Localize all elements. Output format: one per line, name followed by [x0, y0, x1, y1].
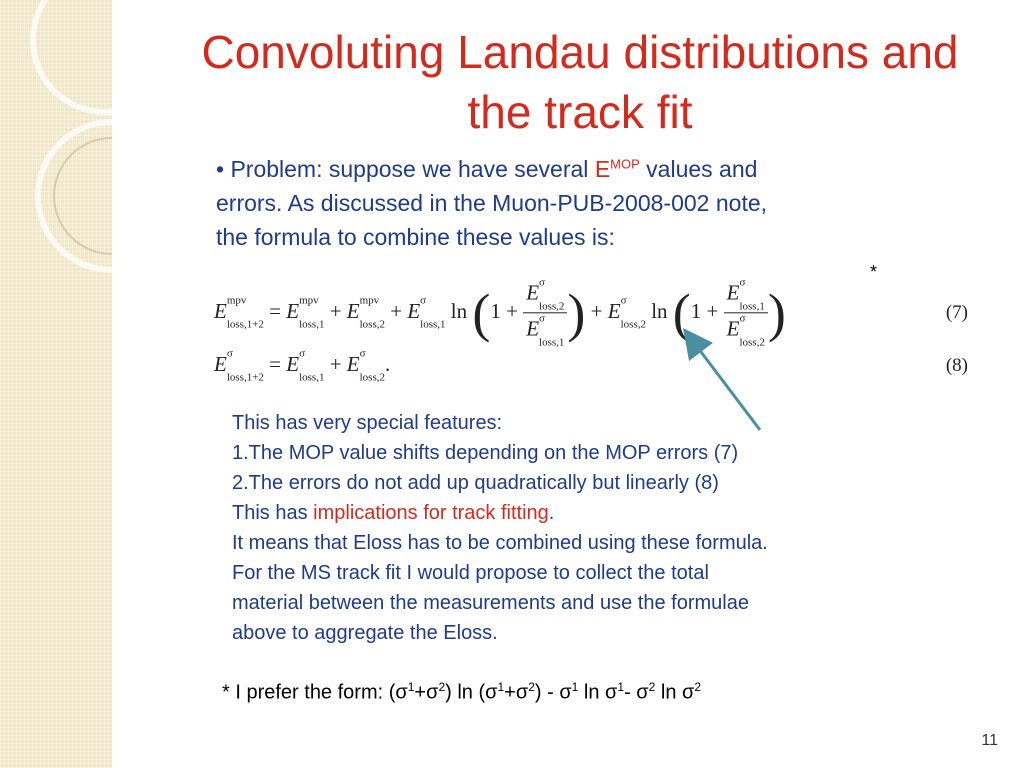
problem-line-3: the formula to combine these values is: [216, 224, 615, 250]
problem-line-2: errors. As discussed in the Muon-PUB-2008-002 note, [216, 190, 768, 216]
footnote-preferred-form: * I prefer the form: $(\sigma^1+\sigma^2)$ $\ln (\sigma^1+\sigma^2) - \sigma^1$ $\ln \sigma^1-$ $\sigma^2$ $\ln \sigma^2$ [222, 680, 702, 704]
equation-7-label: (7) [945, 302, 968, 323]
equation-8: $E^\sigma$ $_{loss,1+2} = E^\sigma$ $_{loss,1} + E^\sigma$ $_{loss,2}$. (8) [214, 347, 968, 384]
features-line-2: 1.The MOP value shifts depending on the MOP errors (7) [232, 442, 739, 464]
features-line-1: This has very special features: [232, 412, 503, 434]
features-line-4: This has implications for track fitting. [232, 502, 555, 524]
title-line-1: Convoluting Landau distributions and [201, 26, 959, 78]
page-number: 11 [981, 732, 998, 749]
equation-8-label: (8) [945, 355, 968, 376]
features-text [232, 408, 992, 648]
e-mop: $E^{MOP}$ [594, 156, 640, 182]
problem-line-1: • Problem: suppose we have several $E^{MOP}$ values and [216, 156, 758, 182]
features-line-3: 2.The errors do not add up quadratically but linearly (8) [232, 472, 719, 494]
features-line-6: For the MS track fit I would propose to collect the total [232, 562, 709, 584]
features-line-8: above to aggregate the Eloss. [232, 622, 498, 644]
features-line-5: It means that Eloss has to be combined using these formula. [232, 532, 768, 554]
features-line-7: material between the measurements and use the formulae [232, 592, 749, 614]
implications-highlight: implications for track fitting [313, 502, 549, 524]
title-line-2: the track fit [467, 86, 693, 138]
equation-7: $E^{mpv}$ $_{loss,1+2} = E^{mpv}$ $_{loss,1} + E^{mpv}$ $_{loss,2} + E^\sigma$ $_{loss,1}$ ln (1 + $E^\sigma$ $_{loss,2}$ $E^\sigma$ $_{loss,1}$ ) + $E^\sigma$ $_{loss,2}$ ln (1 + $E^\sigma$ $_{loss,1}$ $E^\sigma$ $_{loss,2}$ ) (7) [214, 276, 968, 349]
asterisk-mark: * [870, 262, 878, 282]
